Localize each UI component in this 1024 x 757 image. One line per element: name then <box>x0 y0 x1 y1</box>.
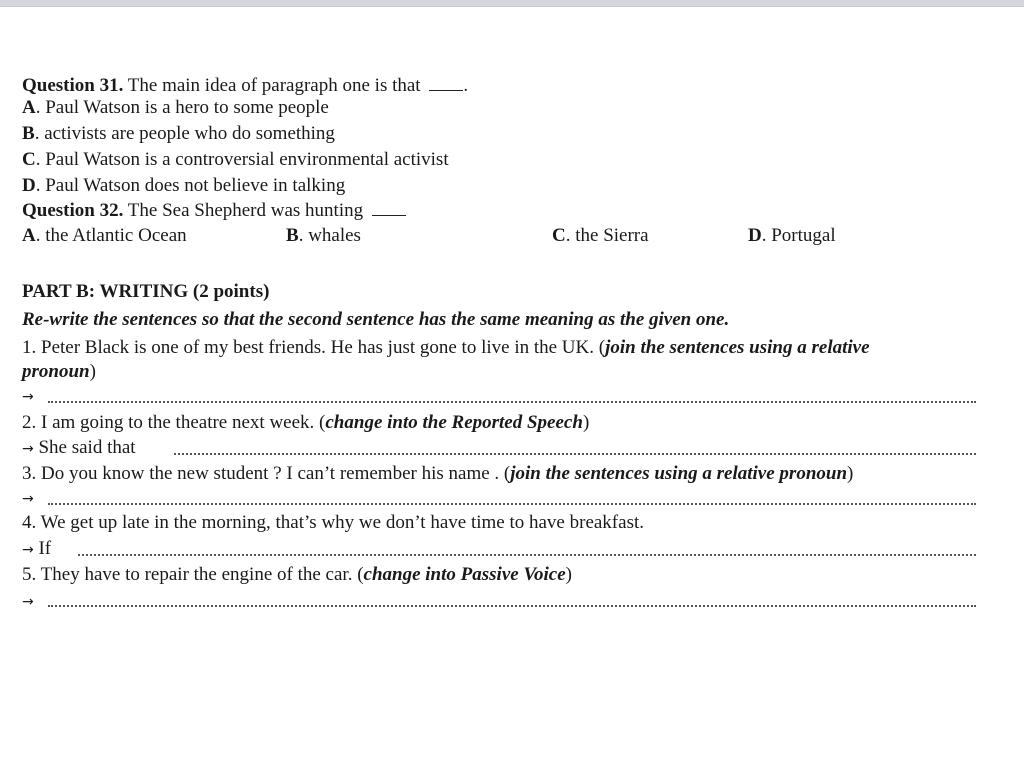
item-hint: join the sentences using a relative <box>605 337 870 358</box>
hint-paren: ( <box>319 412 326 433</box>
option-text: . Paul Watson is a controversial environmental activist <box>35 149 449 170</box>
option-letter: C <box>22 149 36 170</box>
hint-paren: ) <box>89 361 96 382</box>
item-sentence: We get up late in the morning, that’s why we don’t have time to have breakfast. <box>40 512 644 533</box>
writing-item-4 <box>22 512 644 534</box>
question-32-label: Question 32. <box>22 200 124 221</box>
question-31-label: Question 31. <box>22 75 124 96</box>
window-top-bar <box>0 0 1024 7</box>
item-4-answer-line <box>22 538 51 561</box>
item-hint: change into Passive Voice <box>363 564 566 585</box>
item-1-answer-line <box>22 385 34 408</box>
arrow-icon: → <box>22 594 34 610</box>
answer-input-1[interactable] <box>48 401 976 403</box>
answer-input-2[interactable] <box>174 453 976 455</box>
q31-option-d <box>22 175 345 197</box>
item-hint: join the sentences using a relative pronoun <box>510 463 848 484</box>
item-5-answer-line <box>22 590 34 613</box>
option-text: . activists are people who do something <box>34 123 335 144</box>
hint-paren: ) <box>847 463 854 484</box>
q31-option-c <box>22 149 449 171</box>
option-letter: D <box>748 225 762 246</box>
item-sentence: Peter Black is one of my best friends. He has just gone to live in the UK. <box>41 337 595 358</box>
option-letter: C <box>552 225 566 246</box>
option-text: . Paul Watson does not believe in talking <box>35 175 346 196</box>
hint-paren: ( <box>503 463 511 484</box>
item-number: 2. <box>22 412 37 433</box>
item-sentence: I am going to the theatre next week. <box>41 412 315 433</box>
answer-input-5[interactable] <box>48 605 976 607</box>
hint-paren: ( <box>357 564 364 585</box>
item-3-answer-line <box>22 487 34 510</box>
q31-option-a <box>22 97 329 119</box>
option-text: . Portugal <box>761 225 836 246</box>
q32-option-a <box>22 225 187 247</box>
hint-paren: ) <box>582 412 590 433</box>
item-hint: change into the Reported Speech <box>325 412 583 433</box>
option-letter: A <box>22 97 36 118</box>
arrow-icon: → <box>22 389 34 405</box>
arrow-icon: → <box>22 491 34 507</box>
part-b-instruction: Re-write the sentences so that the second sentence has the same meaning as the given one. <box>22 309 730 330</box>
hint-paren: ( <box>598 337 606 358</box>
part-b-heading: PART B: WRITING (2 points) <box>22 281 270 302</box>
option-letter: D <box>22 175 36 196</box>
answer-prompt: She said that <box>38 437 136 458</box>
writing-item-5 <box>22 564 572 586</box>
option-text: . whales <box>298 225 361 246</box>
writing-item-2 <box>22 412 589 434</box>
question-31-stem: The main idea of paragraph one is that <box>127 75 421 96</box>
option-text: . Paul Watson is a hero to some people <box>35 97 329 118</box>
writing-item-1 <box>22 337 870 359</box>
option-letter: B <box>22 123 35 144</box>
option-text: . the Atlantic Ocean <box>35 225 187 246</box>
hint-paren: ) <box>565 564 572 585</box>
answer-input-3[interactable] <box>48 503 976 505</box>
item-number: 3. <box>22 463 37 484</box>
answer-blank[interactable] <box>429 74 463 91</box>
item-1-hint-continued: pronoun) <box>22 361 96 382</box>
arrow-icon: → <box>22 441 34 457</box>
option-text: . the Sierra <box>565 225 649 246</box>
answer-prompt: If <box>38 538 52 559</box>
item-sentence: Do you know the new student ? I can’t remember his name . <box>41 463 500 484</box>
question-31-end: . <box>463 75 469 96</box>
item-2-answer-line <box>22 437 136 460</box>
option-letter: B <box>286 225 299 246</box>
question-32-stem: The Sea Shepherd was hunting <box>127 200 364 221</box>
item-sentence: They have to repair the engine of the car. <box>40 564 353 585</box>
item-number: 4. <box>22 512 37 533</box>
question-32 <box>22 199 406 222</box>
writing-item-3 <box>22 463 853 485</box>
item-number: 5. <box>22 564 37 585</box>
answer-input-4[interactable] <box>78 554 976 556</box>
q32-option-d <box>748 225 836 247</box>
item-number: 1. <box>22 337 37 358</box>
q32-option-b <box>286 225 361 247</box>
q31-option-b <box>22 123 335 145</box>
q32-option-c <box>552 225 649 247</box>
option-letter: A <box>22 225 36 246</box>
arrow-icon: → <box>22 542 34 558</box>
answer-blank[interactable] <box>372 199 406 216</box>
question-31 <box>22 74 468 97</box>
